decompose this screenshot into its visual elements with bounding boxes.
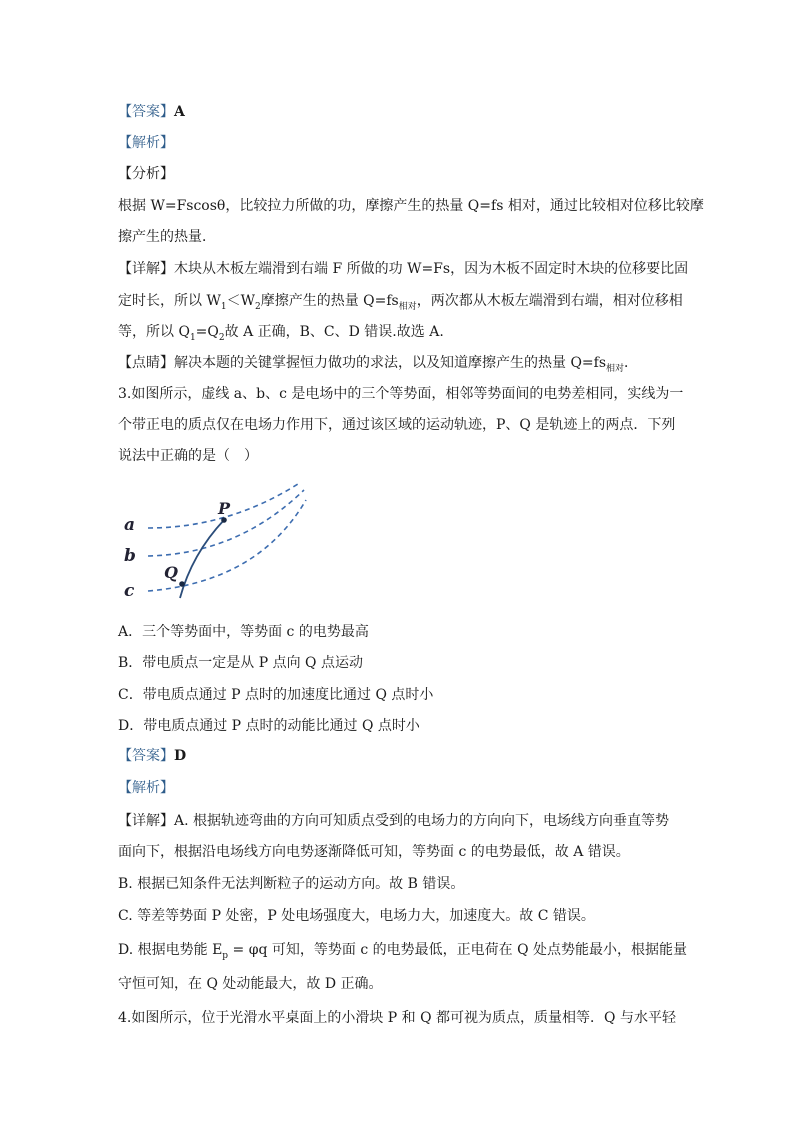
fenxi-tag: 【分析】 xyxy=(118,166,174,182)
fenxi-line-1: 根据 W=Fscosθ，比较拉力所做的功，摩擦产生的热量 Q=fs 相对，通过比较相对位移比较摩 xyxy=(118,198,704,214)
detail-line-1 xyxy=(118,259,689,279)
answer-line-2 xyxy=(118,746,678,766)
fenxi-heading xyxy=(118,164,678,184)
fenxi-line-2: 擦产生的热量． xyxy=(118,229,216,245)
detail2-line-c: C. 等差等势面 P 处密，P 处电场强度大，电场力大，加速度大。故 C 错误。 xyxy=(118,908,595,924)
label-b: b xyxy=(124,546,136,566)
detail-line-2 xyxy=(118,291,683,312)
answer-tag: 【答案】 xyxy=(118,104,174,120)
detail-text-2c: 摩擦产生的热量 Q=fs xyxy=(260,293,399,309)
subscript-1: 1 xyxy=(220,301,227,312)
detail-text-3b: =Q xyxy=(195,324,219,340)
detail-text-2b: ＜W xyxy=(226,293,255,309)
label-a: a xyxy=(124,515,136,535)
answer-value: A xyxy=(174,104,185,120)
detail2-line-2: 面向下，根据沿电场线方向电势逐渐降低可知，等势面 c 的电势最低，故 A 错误。 xyxy=(118,844,630,860)
comment-end: ． xyxy=(624,355,639,371)
detail2-text-1: A. 根据轨迹弯曲的方向可知质点受到的电场力的方向向下，电场线方向垂直等势 xyxy=(174,813,670,829)
answer-tag-2: 【答案】 xyxy=(118,748,174,764)
q3-stem-line-2: 个带正电的质点仅在电场力作用下，通过该区域的运动轨迹，P、Q 是轨迹上的两点．下列 xyxy=(118,417,676,433)
detail2-d1b: = φq 可知，等势面 c 的电势最低，正电荷在 Q 处点势能最小，根据能量 xyxy=(228,942,688,958)
q3-option-b[interactable]: B．带电质点一定是从 P 点向 Q 点运动 xyxy=(118,655,363,671)
subscript-q2: 2 xyxy=(218,332,225,343)
comment-text: 解决本题的关键掌握恒力做功的求法，以及知道摩擦产生的热量 Q=fs xyxy=(174,355,607,371)
detail2-line-1 xyxy=(118,811,678,831)
q3-stem-line-3: 说法中正确的是（ ） xyxy=(118,448,258,464)
answer-value-2: D xyxy=(174,748,187,764)
subscript-xiangdui: 相对 xyxy=(398,301,417,312)
detail-text-2a: 定时长，所以 W xyxy=(118,293,221,309)
detail2-line-d2: 守恒可知，在 Q 处动能最大，故 D 正确。 xyxy=(118,976,383,992)
subscript-comment: 相对 xyxy=(606,363,625,374)
analysis-tag-2: 【解析】 xyxy=(118,780,174,796)
point-p xyxy=(221,517,227,523)
q3-option-c[interactable]: C．带电质点通过 P 点时的加速度比通过 Q 点时小 xyxy=(118,687,434,703)
detail-text-3c: 故 A 正确，B、C、D 错误.故选 A. xyxy=(224,324,444,340)
subscript-p: p xyxy=(222,950,229,961)
q3-option-a[interactable]: A．三个等势面中，等势面 c 的电势最高 xyxy=(118,624,369,640)
detail-tag: 【详解】 xyxy=(118,261,174,277)
detail-tag-2: 【详解】 xyxy=(118,813,174,829)
detail2-d1a: D. 根据电势能 E xyxy=(118,942,223,958)
detail-text-2d: ，两次都从木板左端滑到右端，相对位移相 xyxy=(416,293,683,309)
analysis-tag: 【解析】 xyxy=(118,135,174,151)
detail-text-1: 木块从木板左端滑到右端 F 所做的功 W=Fs，因为木板不固定时木块的位移要比固 xyxy=(174,261,689,277)
q4-stem-line-1: 4.如图所示，位于光滑水平桌面上的小滑块 P 和 Q 都可视为质点，质量相等．Q 与水平轻 xyxy=(118,1010,676,1026)
label-q: Q xyxy=(164,563,178,582)
equipotential-figure xyxy=(118,478,318,608)
q3-option-d[interactable]: D．带电质点通过 P 点时的动能比通过 Q 点时小 xyxy=(118,718,420,734)
q3-stem-line-1: 3.如图所示，虚线 a、b、c 是电场中的三个等势面，相邻等势面间的电势差相同，实线为一 xyxy=(118,386,684,402)
subscript-q1: 1 xyxy=(189,332,196,343)
label-p: P xyxy=(218,499,231,518)
detail-text-3a: 等，所以 Q xyxy=(118,324,190,340)
label-c: c xyxy=(124,581,135,601)
comment-tag: 【点睛】 xyxy=(118,355,174,371)
subscript-2: 2 xyxy=(254,301,261,312)
comment-line xyxy=(118,353,678,373)
trajectory-line xyxy=(180,520,224,598)
detail-line-3 xyxy=(118,322,678,342)
detail2-line-b: B. 根据已知条件无法判断粒子的运动方向。故 B 错误。 xyxy=(118,876,465,892)
detail2-line-d1 xyxy=(118,940,688,961)
answer-line-1 xyxy=(118,102,678,122)
analysis-line-1 xyxy=(118,133,678,153)
point-q xyxy=(179,581,185,587)
analysis-line-2 xyxy=(118,778,678,798)
